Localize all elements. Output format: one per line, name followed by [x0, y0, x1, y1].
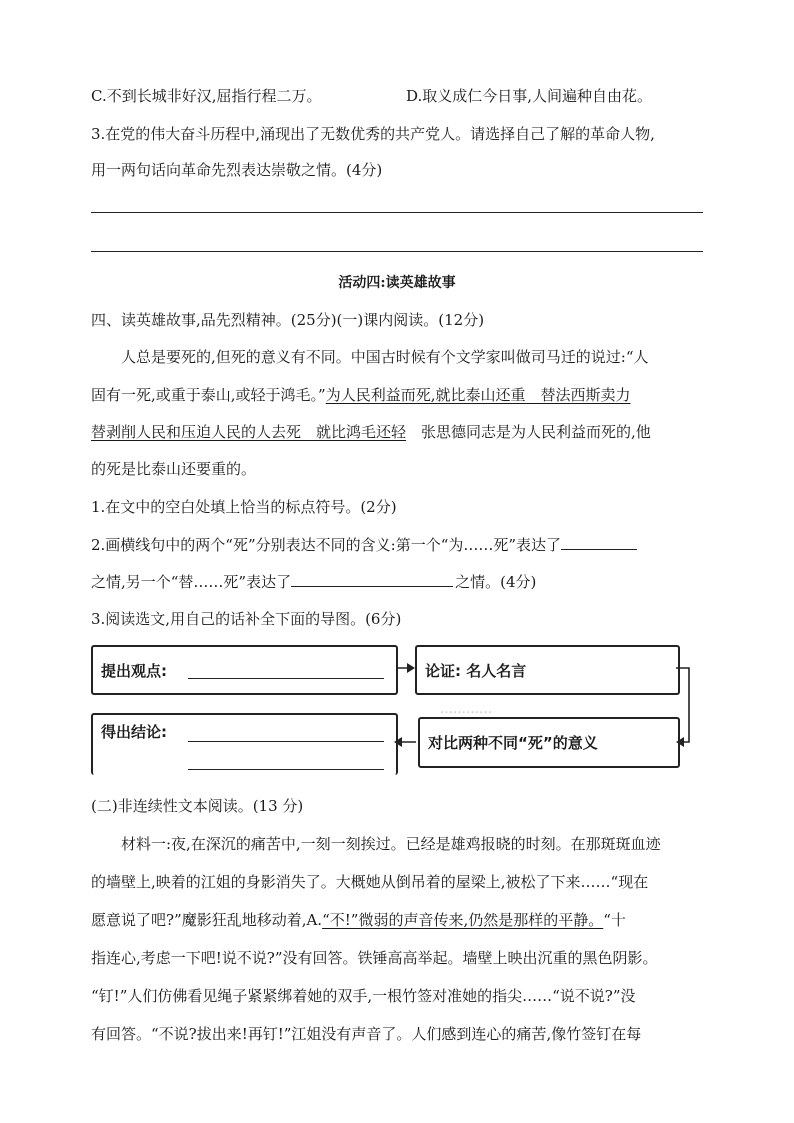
bleed-text-2: …………: [440, 702, 492, 717]
material-underlined-a: “不!”微弱的声音传来,仍然是那样的平静。: [322, 911, 604, 929]
material-line2: 的墙壁上,映着的江姐的身影消失了。大概她从倒吊着的屋梁上,被松了下来……“现在: [91, 873, 649, 891]
question-3: 3.阅读选文,用自己的话补全下面的导图。(6分): [91, 610, 402, 628]
material-line1: 材料一:夜,在深沉的痛苦中,一刻一刻挨过。已经是雄鸡报晓的时刻。在那斑斑血迹: [121, 835, 661, 853]
question-2-line1: [91, 535, 637, 555]
diagram-arrows: [380, 640, 700, 780]
material-line3-text: 愿意说了吧?”魔影狂乱地移动着,A.: [91, 911, 323, 929]
material-line3: [91, 910, 626, 930]
answer-line-2[interactable]: [91, 251, 703, 252]
passage-line1: 人总是要死的,但死的意义有不同。中国古时候有个文学家叫做司马迁的说过:“人: [121, 348, 649, 366]
answer-blank-2[interactable]: [291, 572, 453, 587]
question-3a-line2: 用一两句话向革命先烈表达崇敬之情。(4分): [91, 161, 383, 179]
question-2-part1: 2.画横线句中的两个“死”分别表达不同的含义:第一个“为……死”表达了: [91, 536, 562, 554]
question-2-line2: [91, 572, 536, 592]
option-c: C.不到长城非好汉,屈指行程二万。: [91, 87, 322, 105]
material-line3-end: “十: [603, 911, 626, 929]
answer-line-1[interactable]: [91, 212, 703, 213]
conclusion-answer-line-1[interactable]: [188, 741, 384, 742]
passage-line3-rest: 张思德同志是为人民利益而死的,他: [406, 423, 651, 441]
arrowhead-3: [394, 737, 402, 747]
part2-heading: (二)非连续性文本阅读。(13 分): [91, 797, 304, 815]
question-2-part2: 之情,另一个“替……死”表达了: [91, 573, 292, 591]
material-line5: “钉!”人们仿佛看见绳子紧紧绑着她的双手,一根竹签对准她的指尖……“说不说?”没: [91, 987, 636, 1005]
diagram-box-conclusion: [91, 713, 398, 775]
material-line6: 有回答。“不说?拔出来!再钉!”江姐没有声音了。人们感到连心的痛苦,像竹签钉在每: [91, 1025, 642, 1043]
arrowhead-1: [407, 663, 415, 673]
passage-underlined-1: 为人民利益而死,就比泰山还重 替法西斯卖力: [325, 386, 631, 404]
diagram-box-argument-label: 论证: 名人名言: [425, 662, 527, 680]
question-1: 1.在文中的空白处填上恰当的标点符号。(2分): [91, 498, 397, 516]
diagram-box-compare-label: 对比两种不同“死”的意义: [428, 734, 598, 752]
arrowhead-2: [676, 737, 684, 747]
passage-line4: 的死是比泰山还要重的。: [91, 460, 257, 478]
material-line4: 指连心,考虑一下吧!说不说?”没有回答。铁锤高高举起。墙壁上映出沉重的黑色阴影。: [91, 949, 658, 967]
answer-blank-1[interactable]: [561, 535, 637, 550]
viewpoint-answer-line[interactable]: [188, 678, 384, 679]
passage-line2-text: 固有一死,或重于泰山,或轻于鸿毛。”: [91, 386, 326, 404]
passage-line2: [91, 385, 631, 405]
conclusion-answer-line-2[interactable]: [188, 769, 384, 770]
diagram-box-viewpoint-label: 提出观点:: [101, 662, 167, 680]
option-d: D.取义成仁今日事,人间遍种自由花。: [406, 87, 653, 105]
passage-line3: [91, 422, 651, 442]
question-3a-line1: 3.在党的伟大奋斗历程中,涌现出了无数优秀的共产党人。请选择自己了解的革命人物,: [91, 125, 655, 143]
passage-underlined-2: 替剥削人民和压迫人民的人去死 就比鸿毛还轻: [91, 423, 407, 441]
diagram-box-conclusion-label: 得出结论:: [101, 723, 167, 741]
part4-heading: 四、读英雄故事,品先烈精神。(25分)(一)课内阅读。(12分): [91, 311, 485, 329]
question-2-part3: 之情。(4分): [455, 573, 537, 591]
section-title: 活动四:读英雄故事: [338, 275, 456, 291]
diagram-box-viewpoint: [91, 645, 398, 695]
arrow-to-compare: [676, 668, 689, 742]
